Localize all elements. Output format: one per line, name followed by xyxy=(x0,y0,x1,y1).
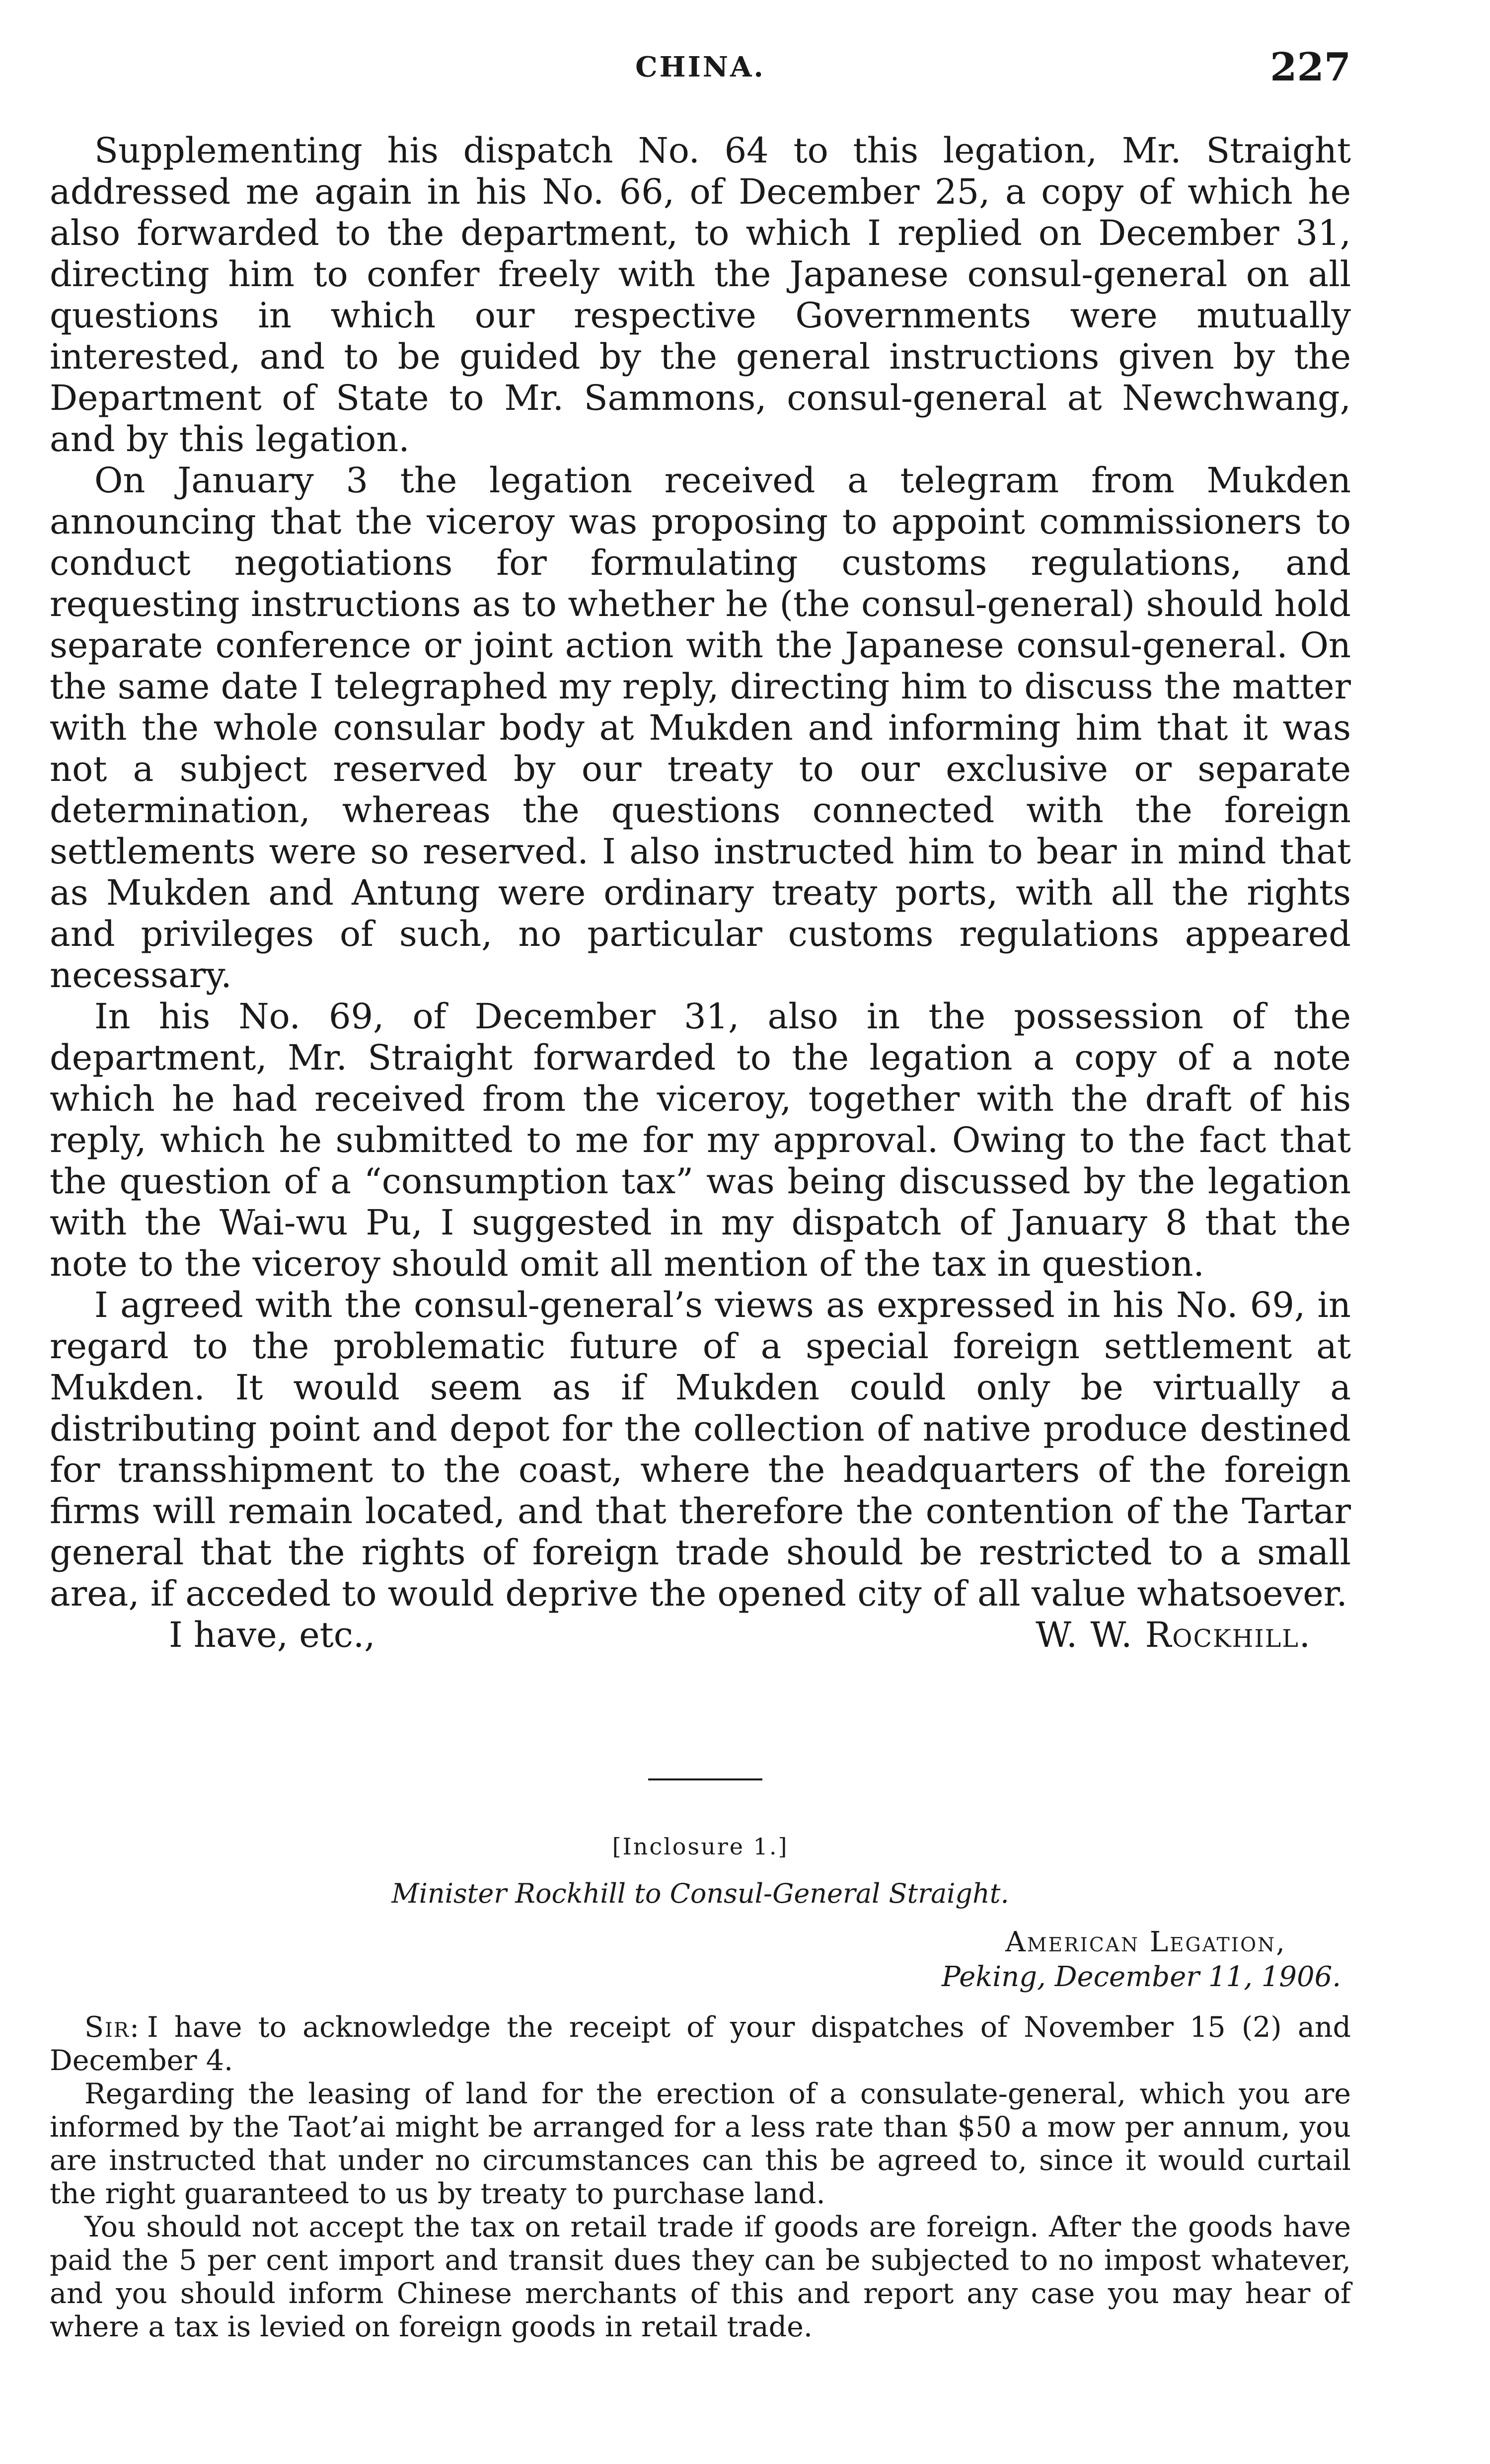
letter-legation: American Legation, xyxy=(1005,1926,1286,1958)
page-header xyxy=(50,45,1351,92)
body-paragraph: Supplementing his dispatch No. 64 to this legation, Mr. Straight addressed me again in his No. 66, of December 25, a copy of which he also forwarded to the department, to which I replied on December 31, directing him to confer freely with the Japanese consul-general on all questions in which our respective Governments were mutually interested, and to be guided by the general instructions given by the Department of State to Mr. Sammons, consul-general at Newchwang, and by this legation. xyxy=(50,130,1351,460)
letter-paragraph: You should not accept the tax on retail trade if goods are foreign. After the goods have paid the 5 per cent import and transit dues they can be subjected to no impost whatever, and you should inform Chinese merchants of this and report any case you may hear of where a tax is levied on foreign goods in retail trade. xyxy=(50,2211,1351,2343)
closing: I have, etc., xyxy=(169,1615,375,1655)
running-head: CHINA. xyxy=(635,51,765,83)
signoff xyxy=(50,1615,1351,1660)
body-paragraph: In his No. 69, of December 31, also in the possession of the department, Mr. Straight forwarded to the legation a copy of a note which he had received from the viceroy, together with the draft of his reply, which he submitted to me for my approval. Owing to the fact that the question of a “consumption tax” was being discussed by the legation with the Wai-wu Pu, I suggested in my dispatch of January 8 that the note to the viceroy should omit all mention of the tax in question. xyxy=(50,996,1351,1284)
body-paragraph: On January 3 the legation received a telegram from Mukden announcing that the viceroy was proposing to appoint commissioners to conduct negotiations for formulating customs regulations, and requesting instructions as to whether he (the consul-general) should hold separate conference or joint action with the Japanese consul-general. On the same date I telegraphed my reply, directing him to discuss the matter with the whole consular body at Mukden and informing him that it was not a subject reserved by our treaty to our exclusive or separate determination, whereas the questions connected with the foreign settlements were so reserved. I also instructed him to bear in mind that as Mukden and Antung were ordinary treaty ports, with all the rights and privileges of such, no particular customs regulations appeared necessary. xyxy=(50,460,1351,996)
letter-body xyxy=(50,2011,1351,2344)
page-number: 227 xyxy=(1270,45,1351,90)
enclosure-title: Minister Rockhill to Consul-General Straight. xyxy=(391,1878,1009,1909)
enclosure-label: [Inclosure 1.] xyxy=(612,1833,789,1860)
letter-paragraph-text: I have to acknowledge the receipt of your dispatches of November 15 (2) and December 4. xyxy=(50,2011,1351,2077)
body-paragraph: I agreed with the consul-general’s views as expressed in his No. 69, in regard to the problematic future of a special foreign settlement at Mukden. It would seem as if Mukden could only be virtually a distributing point and depot for the collection of native produce destined for transshipment to the coast, where the headquarters of the foreign firms will remain located, and that therefore the contention of the Tartar general that the rights of foreign trade should be restricted to a small area, if acceded to would deprive the opened city of all value whatsoever. xyxy=(50,1285,1351,1614)
signature: W. W. Rockhill. xyxy=(1036,1615,1311,1655)
letter-paragraph: Regarding the leasing of land for the erection of a consulate-general, which you are informed by the Taot’ai might be arranged for a less rate than $50 a mow per annum, you are instructed that under no circumstances can this be agreed to, since it would curtail the right guaranteed to us by treaty to purchase land. xyxy=(50,2078,1351,2210)
section-divider xyxy=(648,1778,762,1780)
letter-date: Peking, December 11, 1906. xyxy=(941,1961,1341,1993)
dispatch-body xyxy=(50,130,1351,1660)
letter-salutation: Sir: xyxy=(84,2011,141,2044)
letter-address-block xyxy=(942,1925,1341,1995)
letter-paragraph xyxy=(50,2011,1351,2078)
